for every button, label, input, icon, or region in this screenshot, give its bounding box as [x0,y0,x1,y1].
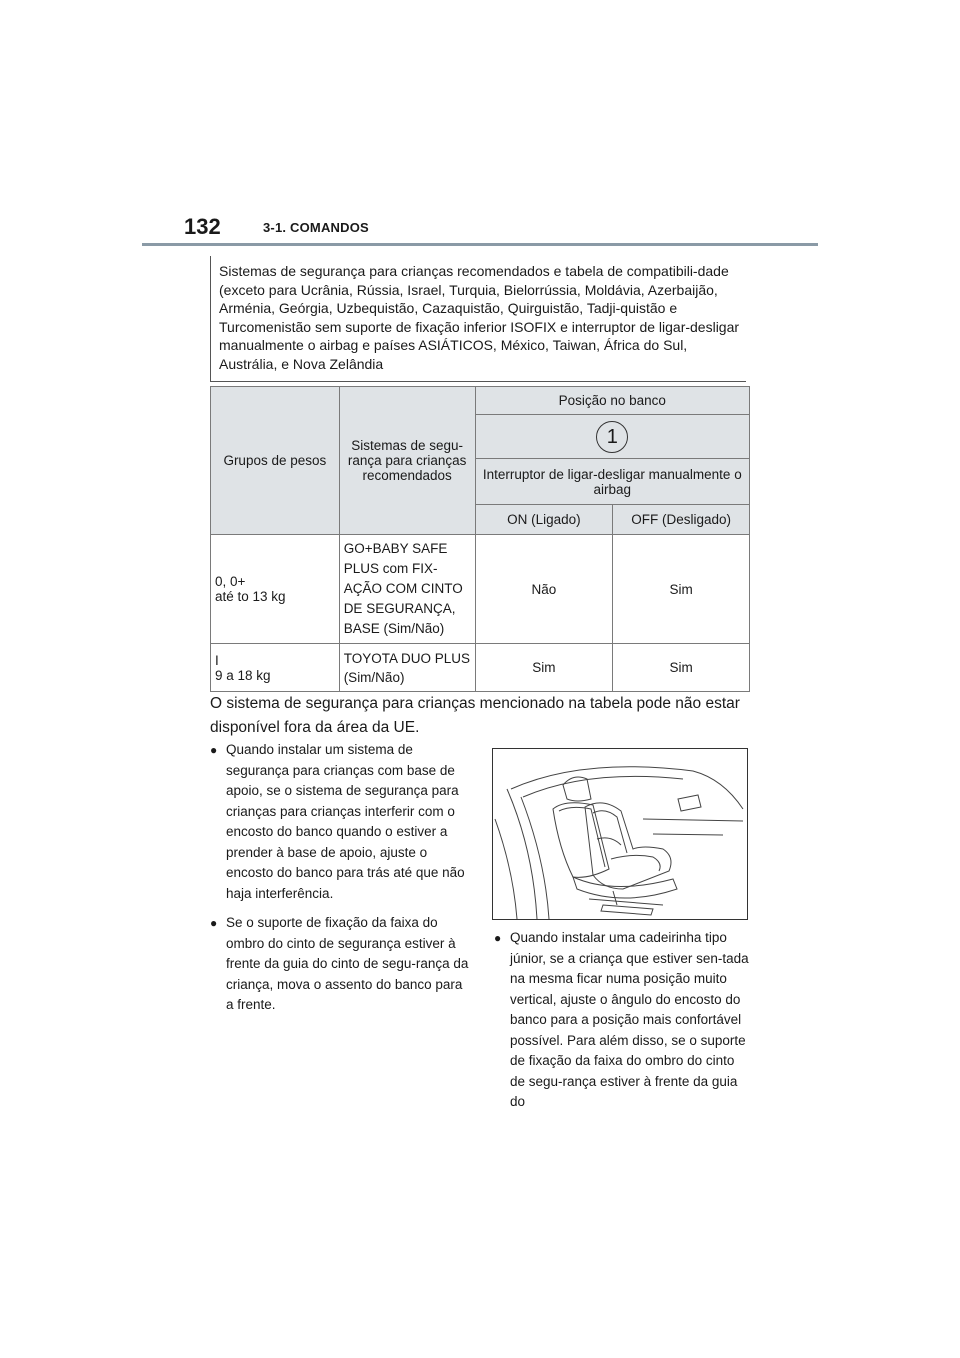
bullet-text: Quando instalar uma cadeirinha tipo júnior, se a criança que estiver sen-tada na mesma ficar numa posição muito vertical, ajuste o ângulo do encosto do banco para a posição mais confortável possível. Para além disso, se o suporte de fixação da faixa do ombro do cinto de segu-rança estiver à frente da guia do [510,930,749,1109]
child-seat-illustration [492,748,748,920]
weight-range: até to 13 kg [215,589,286,604]
page-number: 132 [184,214,221,239]
cell-weight [211,644,340,692]
eu-availability-note: O sistema de segurança para crianças mencionado na tabela pode não estar disponível fora da área da UE. [210,695,740,736]
cell-off: Sim [613,535,750,644]
header-seat-position: Posição no banco [475,387,749,415]
bullet-list-right [494,928,749,1122]
table-caption: Sistemas de segurança para crianças recomendados e tabela de compatibili-dade (exceto para Ucrânia, Rússia, Israel, Turquia, Bielorrússia, Moldávia, Azerbaijão, Arménia, Geórgia, Uzbequistão, Cazaquistão, Quirguistão, Tadji-quistão e Turcomenistão sem suporte de fixação inferior ISOFIX e interruptor de ligar-desligar manualmente o airbag e países ASIÁTICOS, México, Taiwan, África do Sul, Austrália, e Nova Zelândia [210,256,746,382]
bullet-text: Se o suporte de fixação da faixa do ombro do cinto de segurança estiver à frente da guia do cinto de segu-rança da criança, mova o assento do banco para a frente. [226,915,469,1012]
list-item [210,913,470,1016]
weight-range: 9 a 18 kg [215,667,271,683]
header-rule [142,243,818,246]
bullet-icon: ● [210,916,218,930]
cell-system: TOYOTA DUO PLUS (Sim/Não) [339,644,475,692]
bullet-list-left [210,740,470,1025]
list-item [210,740,470,904]
cell-off: Sim [613,644,750,692]
cell-system: GO+BABY SAFE PLUS com FIX-AÇÃO COM CINTO DE SEGURANÇA, BASE (Sim/Não) [339,535,475,644]
header-recommended-systems: Sistemas de segu-rança para crianças recomendados [339,387,475,535]
child-seat-drawing [493,749,747,919]
header-off: OFF (Desligado) [613,505,750,535]
cell-weight [211,535,340,644]
table-row [211,535,750,644]
list-item [494,928,749,1113]
bullet-icon: ● [494,931,502,945]
weight-group: I [215,652,219,668]
cell-on: Não [475,535,613,644]
header-weight-groups: Grupos de pesos [211,387,340,535]
table-row [211,644,750,692]
header-position-symbol [475,415,749,459]
cell-on: Sim [475,644,613,692]
weight-group: 0, 0+ [215,574,246,589]
bullet-icon: ● [210,743,218,757]
header-on: ON (Ligado) [475,505,613,535]
bullet-text: Quando instalar um sistema de segurança para crianças com base de apoio, se o sistema de segurança para crianças para crianças interferir com o encosto do banco quando o estiver a prender à base de apoio, ajuste o encosto do banco para trás até que não haja interferência. [226,742,465,901]
compatibility-table [210,386,750,692]
header-airbag-switch: Interruptor de ligar-desligar manualmente o airbag [475,459,749,505]
section-title: 3-1. COMANDOS [263,220,369,235]
circled-one-icon: 1 [596,421,628,453]
